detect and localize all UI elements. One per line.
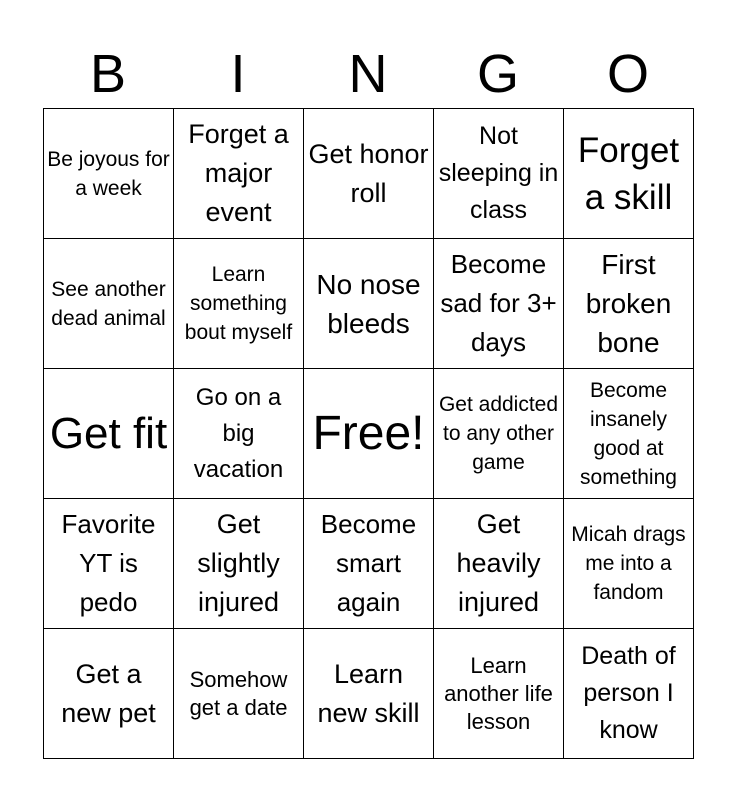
bingo-cell[interactable]: Get addicted to any other game [434,369,564,499]
bingo-cell[interactable]: No nose bleeds [304,239,434,369]
header-letter-b: B [89,44,127,104]
bingo-cell[interactable]: Go on a big vacation [174,369,304,499]
bingo-cell[interactable]: Become smart again [304,499,434,629]
header-letter-g: G [476,44,519,104]
bingo-cell[interactable]: Somehow get a date [174,629,304,759]
bingo-cell[interactable]: Get slightly injured [174,499,304,629]
bingo-cell[interactable]: Not sleeping in class [434,109,564,239]
bingo-header [43,40,693,108]
free-space-cell[interactable]: Free! [304,369,434,499]
bingo-cell[interactable]: Get fit [44,369,174,499]
bingo-card-grid [43,108,694,759]
bingo-row [44,239,694,369]
bingo-row [44,369,694,499]
bingo-row [44,499,694,629]
bingo-cell[interactable]: Get heavily injured [434,499,564,629]
bingo-row [44,109,694,239]
header-letter-o: O [606,44,649,104]
bingo-cell[interactable]: Be joyous for a week [44,109,174,239]
bingo-cell[interactable]: Forget a major event [174,109,304,239]
bingo-row [44,629,694,759]
header-letter-n: N [348,44,388,104]
bingo-cell[interactable]: Death of person I know [564,629,694,759]
bingo-cell[interactable]: Get a new pet [44,629,174,759]
bingo-cell[interactable]: Learn another life lesson [434,629,564,759]
bingo-cell[interactable]: Micah drags me into a fandom [564,499,694,629]
bingo-cell[interactable]: Forget a skill [564,109,694,239]
bingo-cell[interactable]: First broken bone [564,239,694,369]
bingo-cell[interactable]: Become insanely good at something [564,369,694,499]
bingo-cell[interactable]: Learn new skill [304,629,434,759]
bingo-cell[interactable]: Get honor roll [304,109,434,239]
bingo-cell[interactable]: Learn something bout myself [174,239,304,369]
header-letter-i: I [230,44,246,104]
bingo-cell[interactable]: Favorite YT is pedo [44,499,174,629]
bingo-cell[interactable]: See another dead animal [44,239,174,369]
bingo-cell[interactable]: Become sad for 3+ days [434,239,564,369]
